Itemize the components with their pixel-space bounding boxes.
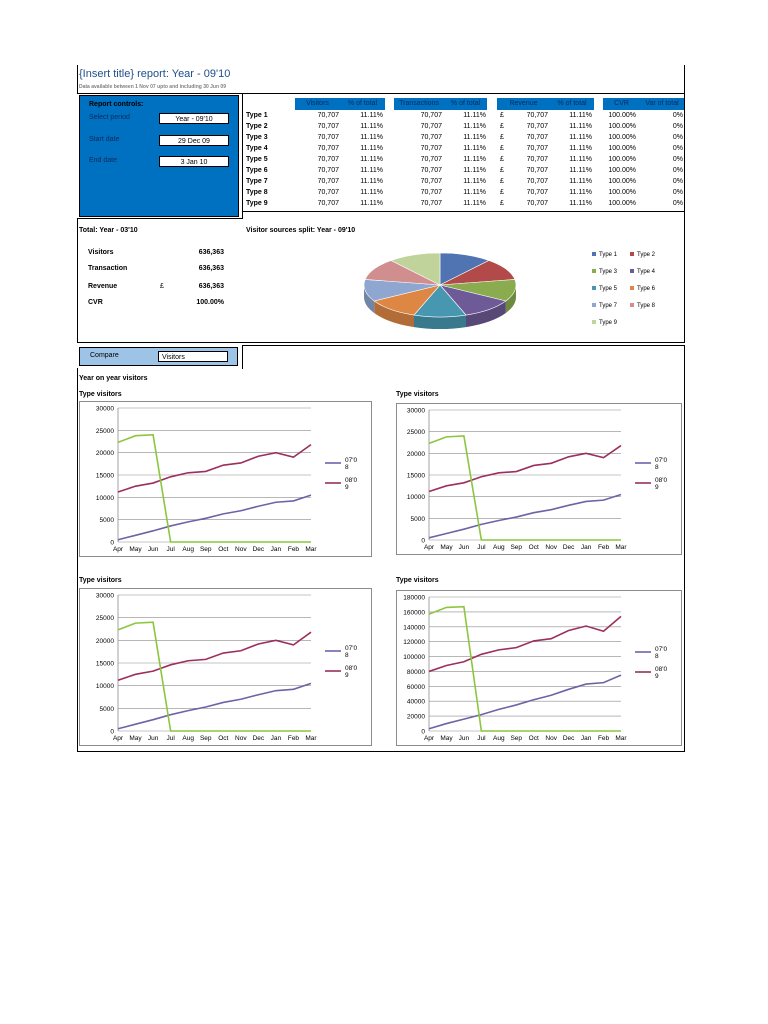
table-cell-trans: 70,707 [420,189,442,196]
start-date-input[interactable]: 29 Dec 09 [159,135,229,146]
legend-swatch [592,252,596,256]
pie-legend-label: Type 9 [599,320,618,326]
table-row-label: Type 1 [246,112,268,119]
line-chart-1 [79,401,372,557]
x-tick-label: Dec [562,735,575,742]
line-chart-1-svg [80,402,371,556]
table-cell-visitors: 70,707 [317,134,339,141]
y-tick-label: 0 [110,728,114,736]
legend-label: 8 [655,653,659,660]
table-cell-visitors: 70,707 [317,145,339,152]
table-cell-tpct: 11.11% [463,167,486,174]
x-tick-label: Apr [112,546,124,553]
table-cell-visitors: 70,707 [317,156,339,163]
x-tick-label: May [129,546,142,553]
table-row-label: Type 5 [246,156,268,163]
x-tick-label: Sep [510,544,523,551]
x-tick-label: Dec [562,544,575,551]
y-tick-label: 25000 [95,615,114,623]
series-line-0 [118,495,311,540]
table-cell-visitors: 70,707 [317,178,339,185]
x-tick-label: Sep [199,735,212,742]
legend-label: 08'0 [655,477,668,484]
compare-label: Compare [90,352,119,359]
y-tick-label: 15000 [406,472,425,480]
pie-legend-label: Type 8 [637,303,656,309]
x-tick-label: Dec [252,546,265,553]
frame-line [77,342,685,343]
x-tick-label: Mar [305,735,317,742]
pie-legend-label: Type 7 [599,303,618,309]
table-cell-cvr: 100.00% [608,145,636,152]
x-tick-label: Jul [166,546,175,553]
y-tick-label: 20000 [95,637,114,645]
header-visitors: Visitors [295,98,340,110]
table-cell-var: 0% [672,178,683,185]
y-tick-label: 40000 [406,698,425,706]
header-revenue-pct: % of total [550,98,594,110]
report-controls-panel [79,95,239,217]
table-row-label: Type 3 [246,134,268,141]
table-cell-var: 0% [672,200,683,207]
legend-label: 07'0 [655,457,668,464]
y-tick-label: 10000 [95,683,114,691]
series-line-2 [118,622,311,731]
table-cell-cvr: 100.00% [608,123,636,130]
legend-label: 07'0 [345,457,358,464]
table-cell-cvr: 100.00% [608,112,636,119]
legend-label: 07'0 [655,646,668,653]
table-cell-vpct: 11.11% [360,123,383,130]
x-tick-label: Jun [458,735,470,742]
table-cell-rpct: 11.11% [569,123,592,130]
x-tick-label: Mar [615,735,627,742]
y-tick-label: 5000 [99,705,114,713]
x-tick-label: Feb [287,546,300,553]
legend-label: 9 [345,672,349,679]
table-cell-cvr: 100.00% [608,200,636,207]
x-tick-label: Oct [528,544,539,551]
compare-panel [79,347,238,366]
y-tick-label: 0 [110,539,114,547]
y-tick-label: 25000 [95,427,114,435]
frame-line [77,751,685,752]
table-cell-rev: 70,707 [526,167,548,174]
frame-line [77,65,78,94]
legend-swatch [592,320,596,324]
x-tick-label: Jun [458,544,470,551]
x-tick-label: Jan [580,735,592,742]
x-tick-label: Aug [182,546,194,553]
y-tick-label: 0 [421,537,425,545]
x-tick-label: May [440,735,453,742]
total-cvr-label: CVR [88,299,103,306]
table-cell-tpct: 11.11% [463,189,486,196]
table-cell-rev: 70,707 [526,112,548,119]
table-row-label: Type 7 [246,178,268,185]
y-tick-label: 5000 [99,517,114,525]
pie-legend-label: Type 2 [637,252,656,258]
table-cell-tpct: 11.11% [463,156,486,163]
compare-select[interactable]: Visitors [158,351,228,362]
totals-title: Total: Year - 03'10 [79,227,138,234]
series-line-0 [118,683,311,728]
table-cell-tpct: 11.11% [463,123,486,130]
y-tick-label: 10000 [406,494,425,502]
y-tick-label: 80000 [406,668,425,676]
x-tick-label: Feb [287,735,300,742]
pie-legend-item [592,252,617,258]
pie-legend-label: Type 6 [637,286,656,292]
report-controls-heading: Report controls: [89,101,144,108]
frame-line [684,65,685,343]
chart-title-3: Type visitors [79,577,122,584]
line-chart-3-svg [80,589,371,745]
table-row-label: Type 8 [246,189,268,196]
table-cell-var: 0% [672,189,683,196]
table-cell-trans: 70,707 [420,134,442,141]
header-transactions-pct: % of total [444,98,487,110]
total-revenue-currency: £ [160,283,164,290]
y-tick-label: 20000 [406,713,425,721]
y-tick-label: 30000 [95,405,114,413]
legend-label: 08'0 [655,666,668,673]
table-cell-var: 0% [672,156,683,163]
table-cell-tpct: 11.11% [463,145,486,152]
legend-label: 9 [655,673,659,680]
legend-swatch [630,303,634,307]
table-cell-trans: 70,707 [420,200,442,207]
x-tick-label: Jul [166,735,175,742]
x-tick-label: Aug [493,544,505,551]
frame-line [77,368,78,752]
pie-legend-item [630,303,655,309]
end-date-input[interactable]: 3 Jan 10 [159,156,229,167]
legend-swatch [592,303,596,307]
year-on-year-title: Year on year visitors [79,375,148,382]
y-tick-label: 100000 [403,654,425,662]
header-transactions: Transactions [394,98,444,110]
x-tick-label: Jan [270,735,282,742]
table-cell-vpct: 11.11% [360,156,383,163]
table-cell-cvr: 100.00% [608,189,636,196]
pie-legend-label: Type 3 [599,269,618,275]
table-cell-tpct: 11.11% [463,200,486,207]
table-cell-currency: £ [500,123,504,130]
table-cell-vpct: 11.11% [360,178,383,185]
total-transaction-label: Transaction [88,265,128,272]
x-tick-label: Dec [252,735,265,742]
series-line-1 [429,616,621,671]
legend-label: 07'0 [345,645,358,652]
y-tick-label: 160000 [403,609,425,617]
table-cell-cvr: 100.00% [608,178,636,185]
header-var: Var of total [640,98,684,110]
table-cell-rpct: 11.11% [569,178,592,185]
total-transaction-value: 636,363 [198,265,224,272]
legend-swatch [630,269,634,273]
table-cell-currency: £ [500,167,504,174]
header-cvr: CVR [603,98,640,110]
y-tick-label: 30000 [95,592,114,600]
x-tick-label: Nov [545,544,557,551]
y-tick-label: 15000 [95,472,114,480]
table-cell-cvr: 100.00% [608,156,636,163]
x-tick-label: May [440,544,453,551]
line-chart-4 [396,590,682,746]
table-cell-rpct: 11.11% [569,189,592,196]
series-line-0 [429,675,621,729]
end-date-label: End date [89,157,118,164]
table-cell-rpct: 11.11% [569,112,592,119]
total-cvr-value: 100.00% [196,299,224,306]
x-tick-label: Mar [615,544,627,551]
x-tick-label: Feb [597,544,610,551]
table-cell-rev: 70,707 [526,134,548,141]
frame-line [242,345,685,346]
table-row-label: Type 6 [246,167,268,174]
table-cell-rev: 70,707 [526,178,548,185]
line-chart-4-svg [397,591,681,745]
table-cell-trans: 70,707 [420,145,442,152]
pie-chart [360,245,530,340]
legend-swatch [630,286,634,290]
table-cell-trans: 70,707 [420,167,442,174]
y-tick-label: 30000 [406,407,425,415]
table-cell-rpct: 11.11% [569,145,592,152]
pie-legend-item [592,269,617,275]
table-cell-cvr: 100.00% [608,167,636,174]
table-cell-var: 0% [672,134,683,141]
table-cell-rev: 70,707 [526,145,548,152]
total-visitors-value: 636,363 [198,249,224,256]
table-cell-rpct: 11.11% [569,167,592,174]
legend-label: 9 [655,484,659,491]
x-tick-label: Jul [477,544,486,551]
x-tick-label: Jul [477,735,486,742]
table-cell-vpct: 11.11% [360,112,383,119]
y-tick-label: 20000 [95,450,114,458]
table-cell-tpct: 11.11% [463,134,486,141]
table-cell-visitors: 70,707 [317,167,339,174]
pie-legend-item [592,286,617,292]
legend-swatch [592,286,596,290]
pie-legend-item [592,303,617,309]
y-tick-label: 0 [421,728,425,736]
table-cell-rpct: 11.11% [569,200,592,207]
frame-line [77,93,685,94]
y-tick-label: 60000 [406,683,425,691]
table-cell-currency: £ [500,178,504,185]
pie-legend-item [630,252,655,258]
table-cell-rev: 70,707 [526,123,548,130]
table-cell-visitors: 70,707 [317,200,339,207]
x-tick-label: Feb [597,735,610,742]
table-cell-cvr: 100.00% [608,134,636,141]
pie-legend-label: Type 4 [637,269,656,275]
x-tick-label: Aug [182,735,194,742]
table-row-label: Type 9 [246,200,268,207]
x-tick-label: Oct [528,735,539,742]
pie-title: Visitor sources split: Year - 09'10 [246,227,356,234]
table-cell-trans: 70,707 [420,178,442,185]
header-visitors-pct: % of total [340,98,385,110]
series-line-0 [429,495,621,538]
header-revenue: Revenue [497,98,550,110]
series-line-1 [118,632,311,680]
series-line-2 [118,435,311,542]
table-cell-vpct: 11.11% [360,134,383,141]
x-tick-label: Mar [305,546,317,553]
line-chart-2-svg [397,404,681,554]
pie-legend-item [630,269,655,275]
pie-legend-item [630,286,655,292]
x-tick-label: Jun [147,735,159,742]
table-cell-var: 0% [672,167,683,174]
series-line-1 [429,446,621,492]
series-line-1 [118,445,311,492]
table-row-label: Type 4 [246,145,268,152]
table-cell-var: 0% [672,112,683,119]
y-tick-label: 15000 [95,660,114,668]
frame-line [242,93,243,219]
table-cell-currency: £ [500,112,504,119]
x-tick-label: Jun [147,546,159,553]
x-tick-label: Oct [218,546,229,553]
table-cell-vpct: 11.11% [360,200,383,207]
table-cell-rev: 70,707 [526,156,548,163]
x-tick-label: Apr [423,544,435,551]
x-tick-label: Apr [423,735,435,742]
x-tick-label: Sep [510,735,523,742]
table-cell-vpct: 11.11% [360,189,383,196]
table-cell-trans: 70,707 [420,112,442,119]
total-revenue-value: 636,363 [198,283,224,290]
y-tick-label: 20000 [406,450,425,458]
series-line-2 [429,436,621,540]
legend-label: 8 [655,464,659,471]
chart-title-2: Type visitors [396,391,439,398]
y-tick-label: 25000 [406,429,425,437]
table-cell-tpct: 11.11% [463,112,486,119]
table-row-label: Type 2 [246,123,268,130]
x-tick-label: Jan [270,546,282,553]
frame-line [242,345,243,369]
line-chart-2 [396,403,682,555]
legend-swatch [630,252,634,256]
table-cell-currency: £ [500,145,504,152]
table-cell-visitors: 70,707 [317,112,339,119]
total-revenue-label: Revenue [88,283,118,290]
table-cell-var: 0% [672,145,683,152]
series-line-2 [429,607,621,731]
table-cell-tpct: 11.11% [463,178,486,185]
x-tick-label: Sep [199,546,212,553]
start-date-label: Start date [89,136,120,143]
select-period-input[interactable]: Year - 09'10 [159,113,229,124]
page-subtitle: Data available between 1 Nov 07 upto and including 30 Jun 09 [79,84,226,90]
x-tick-label: Nov [545,735,557,742]
x-tick-label: May [129,735,142,742]
x-tick-label: Nov [235,546,247,553]
x-tick-label: Aug [493,735,505,742]
x-tick-label: Jan [580,544,592,551]
frame-line [77,218,243,219]
x-tick-label: Apr [112,735,124,742]
select-period-label: Select period [89,114,130,121]
table-cell-rpct: 11.11% [569,156,592,163]
chart-title-1: Type visitors [79,391,122,398]
y-tick-label: 10000 [95,494,114,502]
x-tick-label: Nov [235,735,247,742]
table-cell-vpct: 11.11% [360,167,383,174]
table-cell-rev: 70,707 [526,189,548,196]
table-cell-trans: 70,707 [420,123,442,130]
table-cell-visitors: 70,707 [317,123,339,130]
table-cell-rev: 70,707 [526,200,548,207]
frame-line [77,218,78,343]
table-cell-currency: £ [500,156,504,163]
legend-label: 8 [345,464,349,471]
y-tick-label: 140000 [403,624,425,632]
frame-line [684,345,685,752]
legend-label: 9 [345,484,349,491]
legend-label: 08'0 [345,665,358,672]
legend-label: 08'0 [345,477,358,484]
pie-legend-item [592,320,617,326]
pie-legend-label: Type 5 [599,286,618,292]
frame-line [242,211,685,212]
table-cell-rpct: 11.11% [569,134,592,141]
table-cell-var: 0% [672,123,683,130]
line-chart-3 [79,588,372,746]
legend-label: 8 [345,652,349,659]
y-tick-label: 180000 [403,594,425,602]
table-cell-trans: 70,707 [420,156,442,163]
table-cell-currency: £ [500,189,504,196]
y-tick-label: 5000 [410,515,425,523]
y-tick-label: 120000 [403,639,425,647]
table-cell-vpct: 11.11% [360,145,383,152]
total-visitors-label: Visitors [88,249,114,256]
table-cell-currency: £ [500,200,504,207]
table-cell-visitors: 70,707 [317,189,339,196]
chart-title-4: Type visitors [396,577,439,584]
page-title: {Insert title} report: Year - 09'10 [79,68,231,80]
pie-legend-label: Type 1 [599,252,618,258]
x-tick-label: Oct [218,735,229,742]
table-cell-currency: £ [500,134,504,141]
legend-swatch [592,269,596,273]
